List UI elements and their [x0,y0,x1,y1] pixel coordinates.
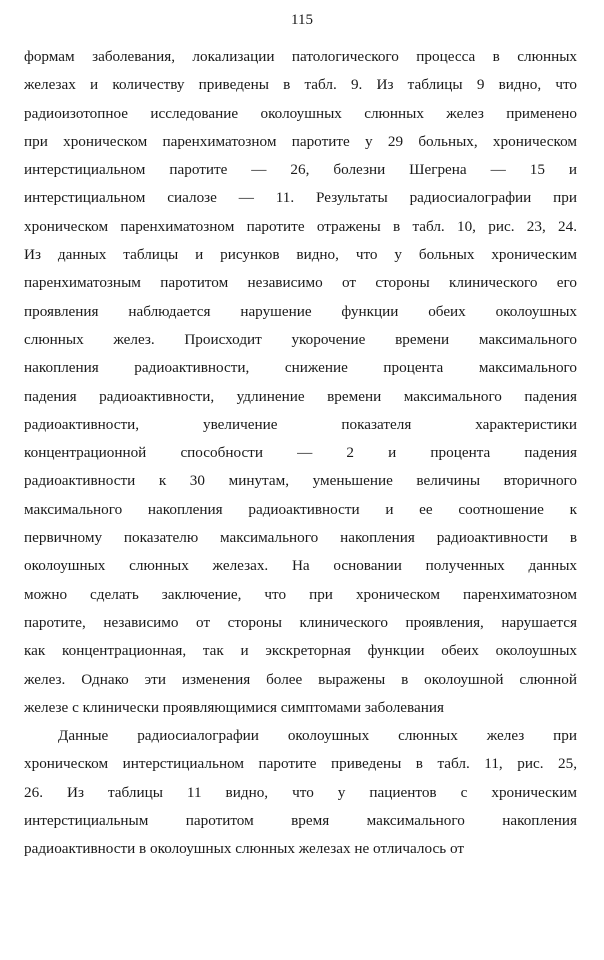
paragraph [24,43,577,722]
text-line: проявления наблюдается нарушение функции обеих околоушных [24,302,577,320]
text-line: радиоизотопное исследование околоушных слюнных желез применено [24,104,577,122]
text-line: первичному показателю максимального накопления радиоактивности в [24,529,577,547]
text-line: интерстициальным паротитом время максимального накопления [24,812,577,830]
text-line: радиоактивности к 30 минутам, уменьшение величины вторичного [24,472,577,490]
text-line: железе с клинически проявляющимися симптомами заболевания [24,698,444,716]
text-line: желез. Однако эти изменения более выражены в околоушной слюнной [24,670,577,688]
text-line: при хроническом паренхиматозном паротите у 29 больных, хроническом [24,132,577,150]
text-line: слюнных желез. Происходит укорочение времени максимального [24,330,577,348]
text-line: паротите, независимо от стороны клинического проявления, нарушается [24,613,577,631]
text-line: как концентрационная, так и экскреторная функции обеих околоушных [24,642,577,660]
text-line: паренхиматозным паротитом независимо от стороны клинического его [24,274,577,292]
text-line: хроническом паренхиматозном паротите отражены в табл. 10, рис. 23, 24. [24,217,577,235]
text-line: концентрационной способности — 2 и процента падения [24,444,577,462]
text-line: интерстициальном сиалозе — 11. Результаты радиосиалографии при [24,189,577,207]
text-line: интерстициальном паротите — 26, болезни Шегрена — 15 и [24,161,577,179]
text-line: 26. Из таблицы 11 видно, что у пациентов с хроническим [24,783,577,801]
text-line: накопления радиоактивности, снижение процента максимального [24,359,577,377]
page-number: 115 [291,12,313,28]
body-text [24,43,577,864]
text-line: радиоактивности в околоушных слюнных железах не отличалось от [24,840,464,858]
text-line: Из данных таблицы и рисунков видно, что у больных хроническим [24,246,577,264]
paragraph [24,722,577,863]
text-line: околоушных слюнных железах. На основании полученных данных [24,557,577,575]
text-line: можно сделать заключение, что при хроническом паренхиматозном [24,585,577,603]
text-line: падения радиоактивности, удлинение времени максимального падения [24,387,577,405]
text-line: Данные радиосиалографии околоушных слюнных желез при [58,727,577,745]
text-line: железах и количеству приведены в табл. 9. Из таблицы 9 видно, что [24,76,577,94]
text-line: хроническом интерстициальном паротите приведены в табл. 11, рис. 25, [24,755,577,773]
text-line: формам заболевания, локализации патологического процесса в слюнных [24,48,577,65]
text-line: максимального накопления радиоактивности и ее соотношение к [24,500,577,518]
text-line: радиоактивности, увеличение показателя характеристики [24,415,577,433]
